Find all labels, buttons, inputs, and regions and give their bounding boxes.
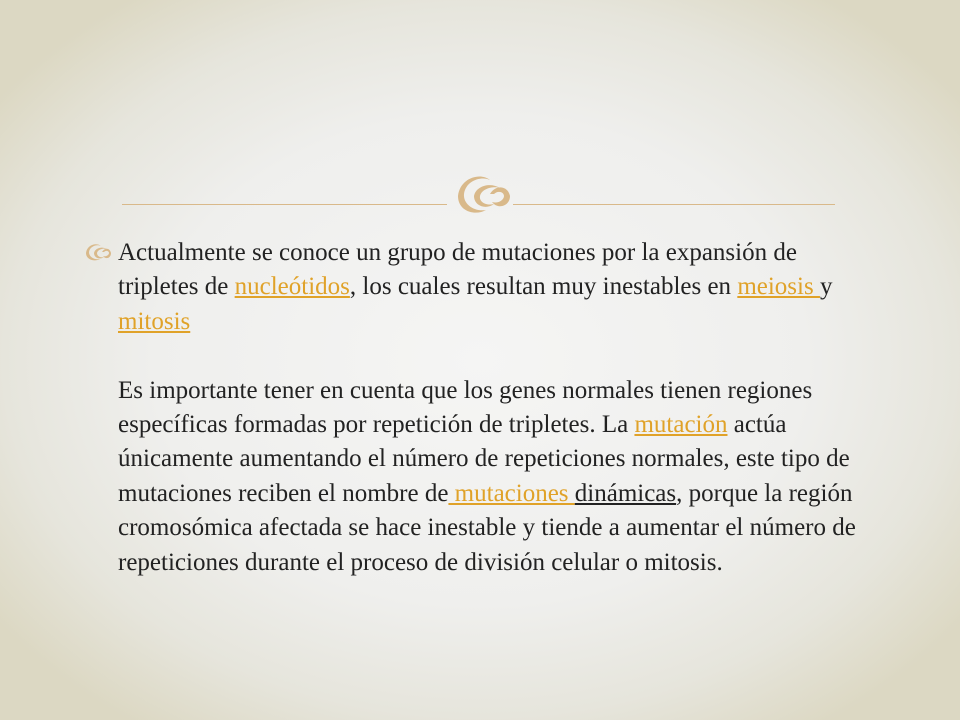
- fleur-bullet-icon: [82, 236, 112, 270]
- text-segment: actúa únicamente aumentando el número de repeticiones normales, este tipo de mutaciones reciben el nombre de: [118, 411, 850, 507]
- link-mutaciones[interactable]: mutaciones: [448, 479, 575, 507]
- link-mitosis[interactable]: mitosis: [118, 307, 191, 335]
- paragraph-expansion-tripletes: [118, 236, 858, 339]
- text-segment: , porque la región cromosómica afectada se hace inestable y tiende a aumentar el número de repeticiones durante el proceso de división celular o mitosis.: [118, 479, 856, 576]
- paragraph-mutaciones-dinamicas: [118, 374, 858, 580]
- divider-line-right: [513, 204, 835, 205]
- link-mutacion[interactable]: mutación: [634, 411, 728, 439]
- divider-line-left: [122, 204, 447, 205]
- text-segment: y: [819, 273, 833, 301]
- text-segment: , los cuales resultan muy inestables en: [349, 273, 738, 301]
- text-segment: Actualmente se conoce un grupo de mutaciones por la expansión de tripletes de: [118, 239, 797, 301]
- link-nucleotidos[interactable]: nucleótidos: [234, 273, 350, 301]
- fleur-ornament-icon: [450, 168, 512, 224]
- link-meiosis[interactable]: meiosis: [737, 273, 820, 301]
- slide-body-text: [118, 236, 858, 580]
- text-segment: Es importante tener en cuenta que los genes normales tienen regiones específicas formadas por repetición de tripletes. La: [118, 376, 813, 439]
- text-dinamicas: dinámicas: [574, 479, 677, 507]
